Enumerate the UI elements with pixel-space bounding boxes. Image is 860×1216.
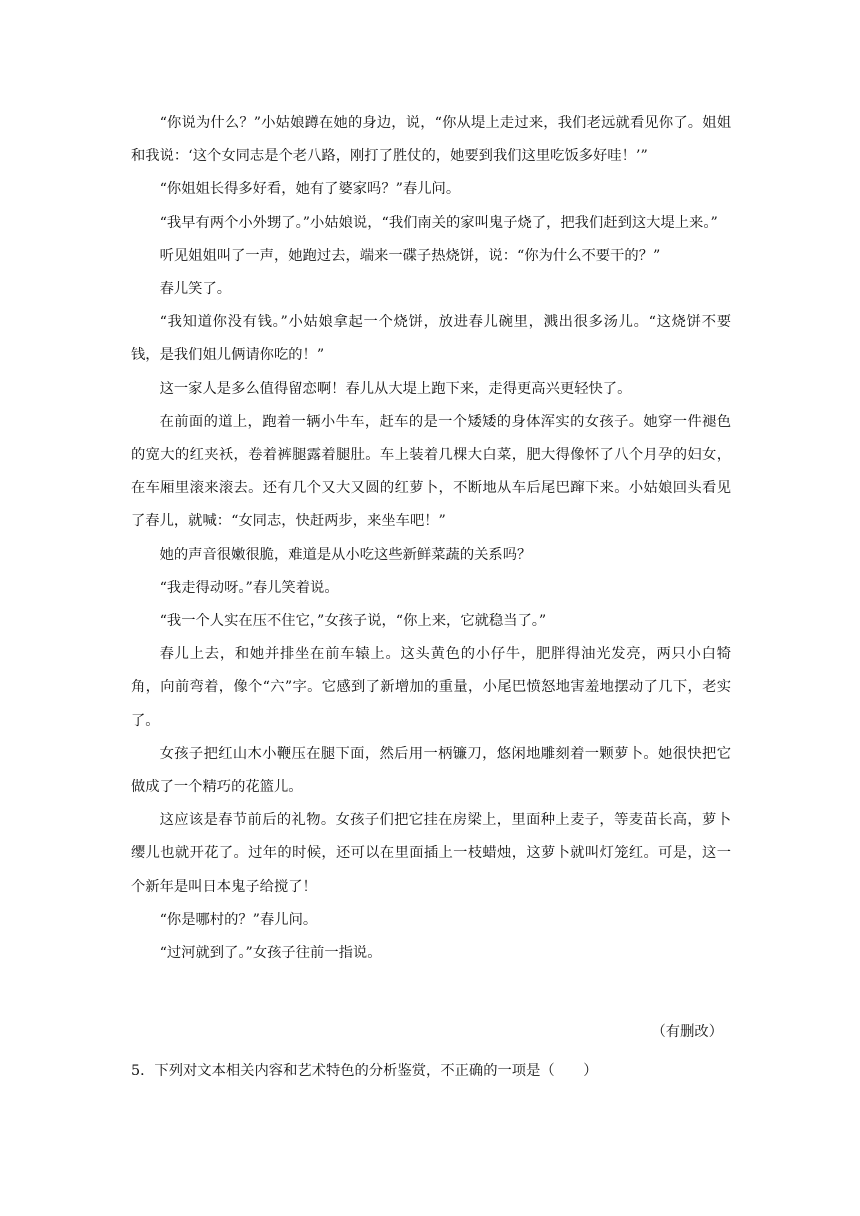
paragraph: 春儿笑了。 xyxy=(159,281,232,298)
paragraph: 这应该是春节前后的礼物。女孩子们把它挂在房梁上，里面种上麦子，等麦苗长高，萝卜缨儿也就开花了。过年的时候，还可以在里面插上一枝蜡烛，这萝卜就叫灯笼红。可是，这一个新年是叫日本鬼子给搅了！ xyxy=(131,812,731,895)
paragraph: 听见姐姐叫了一声，她跑过去，端来一碟子热烧饼，说：“你为什么不要干的？” xyxy=(159,247,661,264)
paragraph: 她的声音很嫩很脆，难道是从小吃这些新鲜菜蔬的关系吗？ xyxy=(159,546,532,563)
paragraph: 女孩子把红山木小鞭压在腿下面，然后用一柄镰刀，悠闲地雕刻着一颗萝卜。她很快把它做成了一个精巧的花篮儿。 xyxy=(131,745,731,796)
source-note: （有删改） xyxy=(651,1024,723,1040)
paragraph: “我早有两个小外甥了。”小姑娘说，“我们南关的家叫鬼子烧了，把我们赶到这大堤上来。” xyxy=(159,214,718,231)
paragraph: “我走得动呀。”春儿笑着说。 xyxy=(159,579,339,596)
question-5: 5．下列对文本相关内容和艺术特色的分析鉴赏，不正确的一项是（ ） xyxy=(131,1063,598,1079)
paragraph: “你是哪村的？”春儿问。 xyxy=(159,911,318,928)
paragraph: “过河就到了。”女孩子往前一指说。 xyxy=(159,945,382,962)
paragraph: “我知道你没有钱。”小姑娘拿起一个烧饼，放进春儿碗里，溅出很多汤儿。“这烧饼不要钱，是我们姐儿俩请你吃的！” xyxy=(131,314,731,364)
paragraph: 春儿上去，和她并排坐在前车辕上。这头黄色的小仔牛，肥胖得油光发亮，两只小白犄角，向前弯着，像个“六”字。它感到了新增加的重量，小尾巴愤怒地害羞地摆动了几下，老实了。 xyxy=(131,646,731,729)
paragraph: 在前面的道上，跑着一辆小牛车，赶车的是一个矮矮的身体浑实的女孩子。她穿一件褪色的宽大的红夹袄，卷着裤腿露着腿肚。车上装着几棵大白菜，肥大得像怀了八个月孕的妇女，在车厢里滚来滚去。还有几个又大又圆的红萝卜，不断地从车后尾巴蹿下来。小姑娘回头看见了春儿，就喊：“女同志，快赶两步，来坐车吧！” xyxy=(131,413,731,530)
story-text xyxy=(131,107,731,970)
paragraph: “你说为什么？”小姑娘蹲在她的身边，说，“你从堤上走过来，我们老远就看见你了。姐姐和我说：‘这个女同志是个老八路，刚打了胜仗的，她要到我们这里吃饭多好哇！’” xyxy=(131,115,731,165)
paragraph: “我一个人实在压不住它，”女孩子说，“你上来，它就稳当了。” xyxy=(159,613,547,630)
paragraph: 这一家人是多么值得留恋啊！春儿从大堤上跑下来，走得更高兴更轻快了。 xyxy=(159,380,632,397)
paragraph: “你姐姐长得多好看，她有了婆家吗？”春儿问。 xyxy=(159,181,461,198)
